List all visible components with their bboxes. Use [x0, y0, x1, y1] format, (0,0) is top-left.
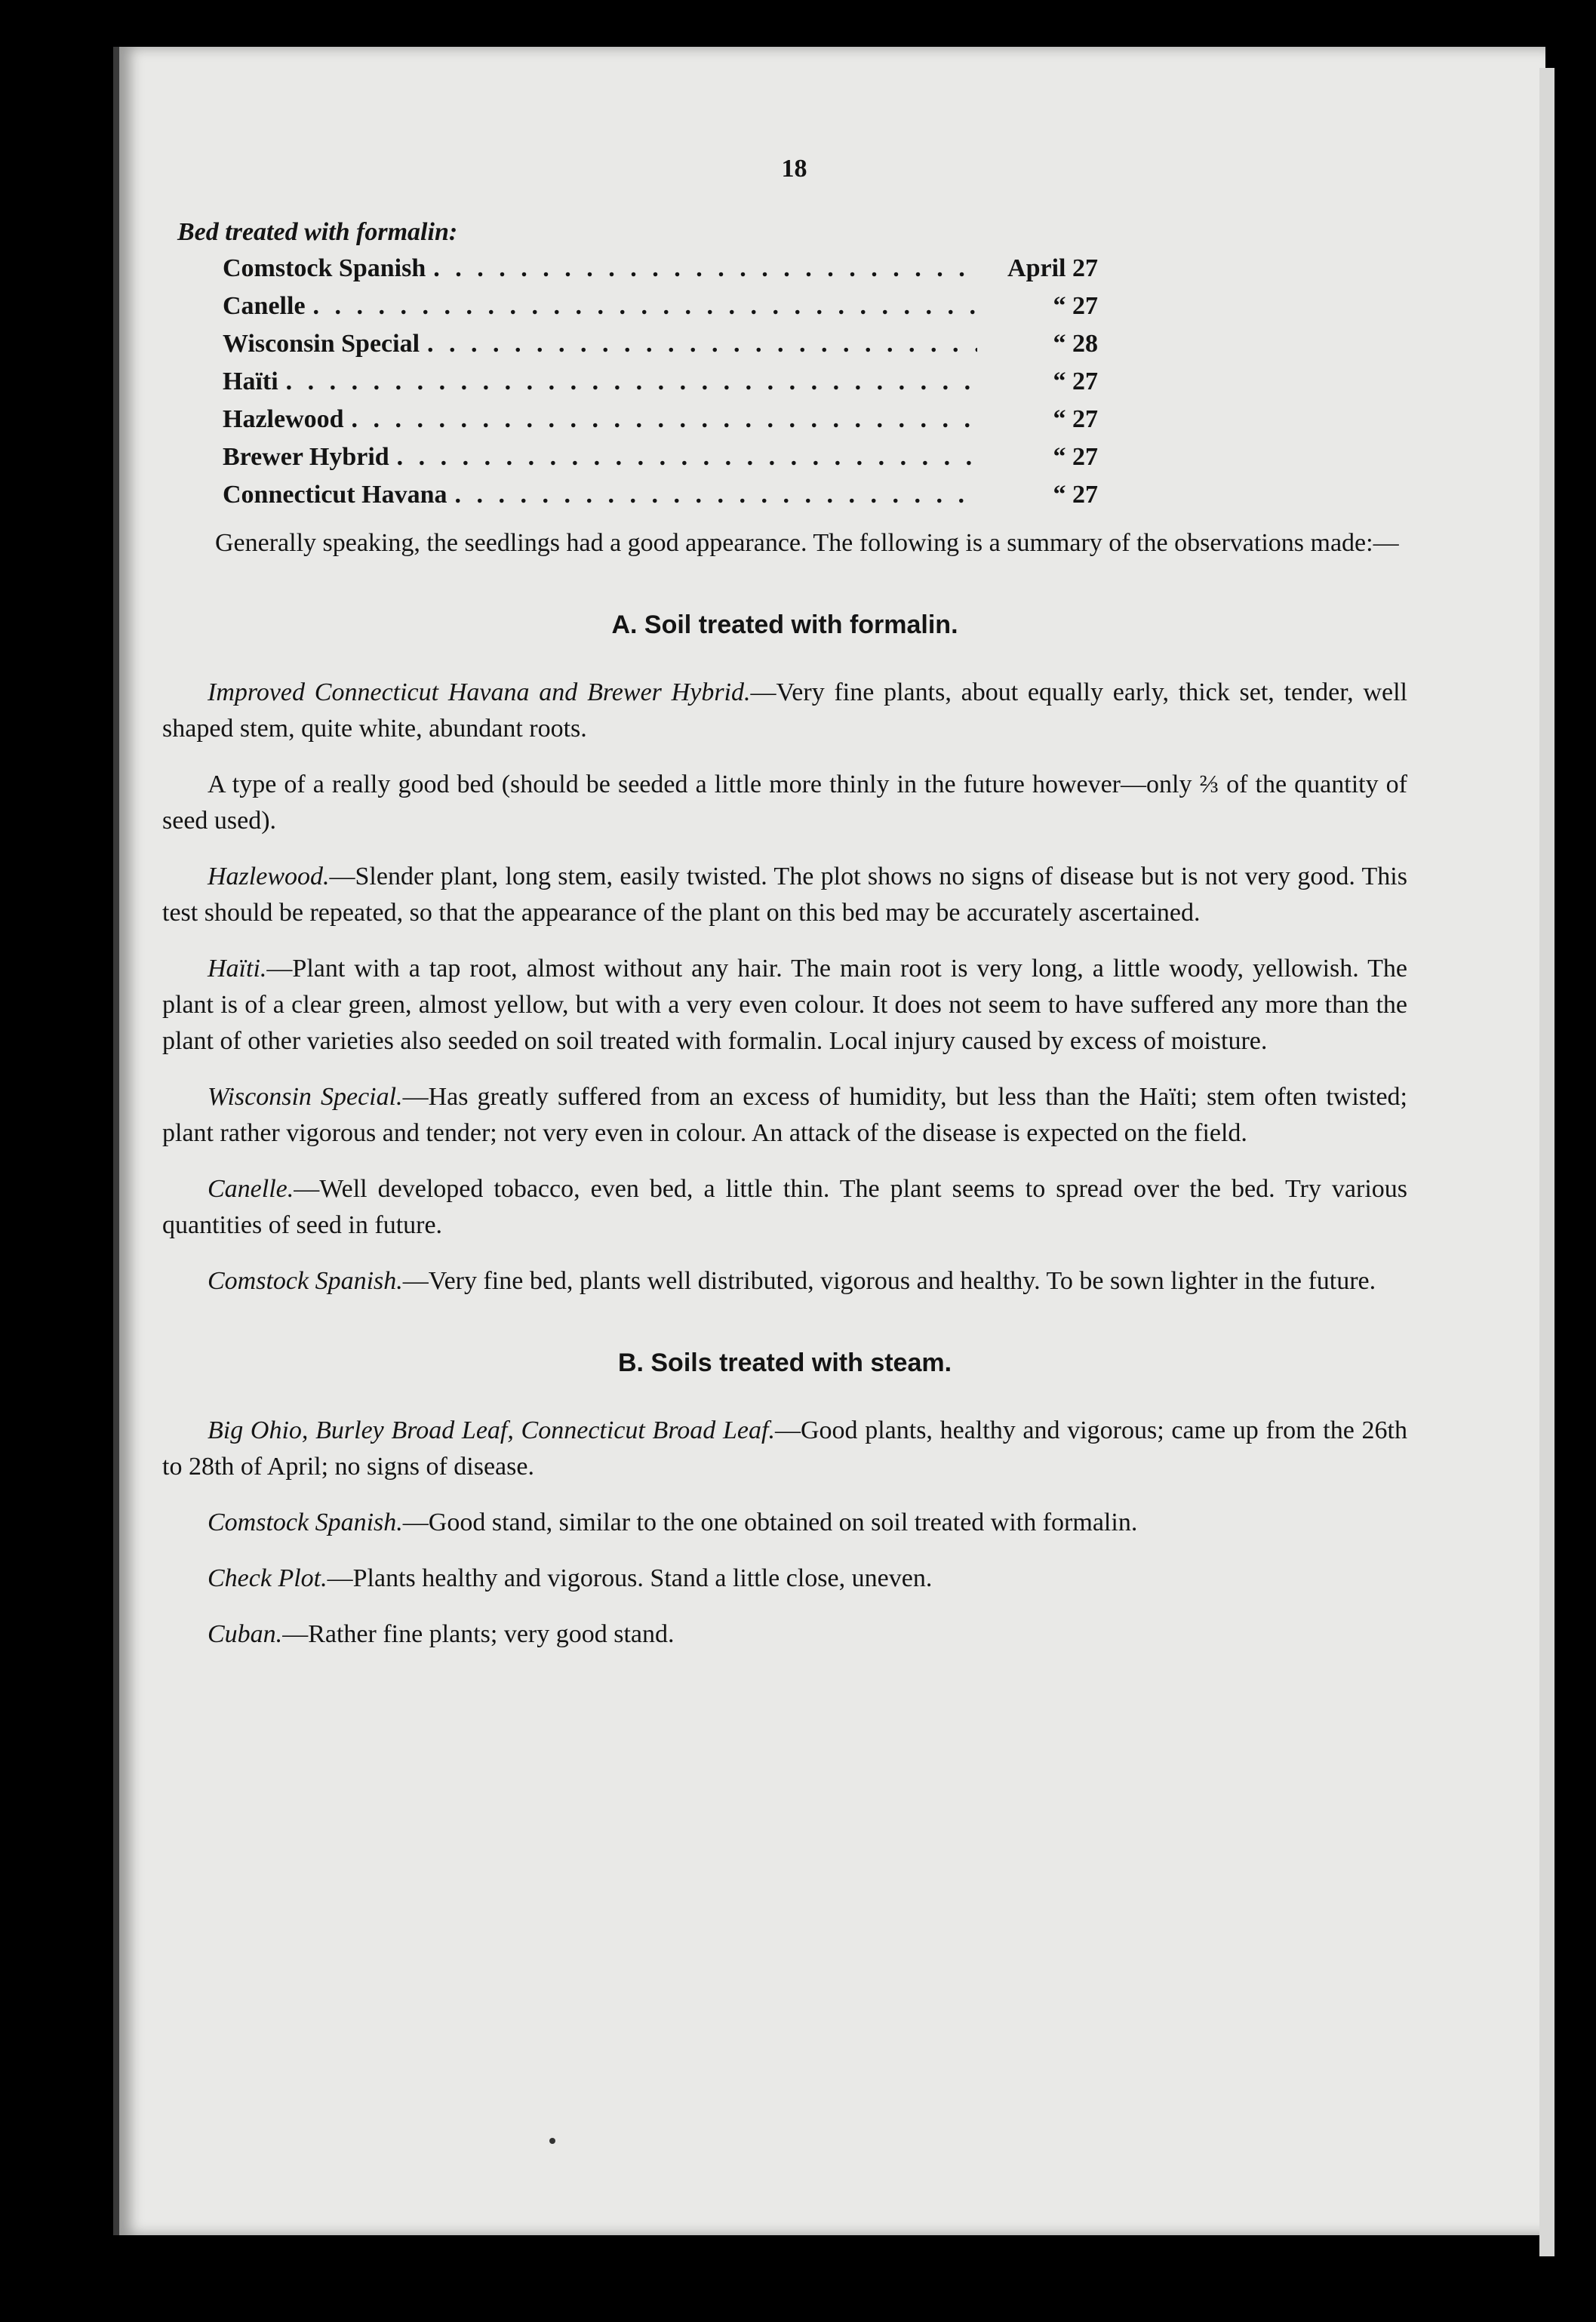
- dot-leader: [433, 251, 977, 287]
- observation-paragraph: [162, 1561, 1407, 1597]
- seeding-date: “ 27: [1053, 405, 1098, 433]
- variety-label: Hazlewood.: [208, 863, 330, 890]
- variety-label: Comstock Spanish.: [208, 1267, 403, 1295]
- variety-label: Check Plot.: [208, 1564, 328, 1592]
- observation-text: —Plant with a tap root, almost without any hair. The main root is very long, a little woody, yellowish. The plant is of a clear green, almost yellow, but with a very even colour. It does not seem to have suffered any more than the plant of other varieties also seeded on soil treated with formalin. Local injury caused by excess of moisture.: [162, 955, 1407, 1055]
- dot-leader: [455, 477, 978, 513]
- observation-text: —Good plants, healthy and vigorous; came up from the 26th to 28th of April; no signs of disease.: [162, 1416, 1407, 1481]
- variety-name: Comstock Spanish: [223, 254, 426, 282]
- variety-name: Connecticut Havana: [223, 481, 447, 509]
- dot-leader: [286, 364, 977, 400]
- observation-text: —Slender plant, long stem, easily twisted. The plot shows no signs of disease but is not very good. This test should be repeated, so that the appearance of the plant on this bed may be accurately ascertained.: [162, 863, 1407, 927]
- observation-paragraph: [162, 951, 1407, 1060]
- page-content: [162, 151, 1407, 1672]
- observation-paragraph: [162, 1079, 1407, 1152]
- seeding-row: [223, 326, 1098, 364]
- observation-paragraph: [162, 1171, 1407, 1244]
- variety-name: Brewer Hybrid: [223, 443, 389, 471]
- section-b-title: B. Soils treated with steam.: [617, 1349, 952, 1377]
- observation-text: —Rather fine plants; very good stand.: [282, 1620, 675, 1648]
- observation-text: —Good stand, similar to the one obtained on soil treated with formalin.: [402, 1509, 1138, 1536]
- observation-text: A type of a really good bed (should be seeded a little more thinly in the future however—only ⅔ of the quantity of seed used).: [162, 770, 1407, 835]
- variety-label: Improved Connecticut Havana and Brewer Hybrid.: [208, 678, 751, 706]
- observation-paragraph: [162, 1413, 1407, 1485]
- variety-label: Big Ohio, Burley Broad Leaf, Connecticut Broad Leaf.: [208, 1416, 775, 1444]
- seeding-row: [223, 364, 1098, 401]
- observation-text: —Well developed tobacco, even bed, a little thin. The plant seems to spread over the bed. Try various quantities of seed in future.: [162, 1175, 1407, 1239]
- variety-label: Canelle.: [208, 1175, 294, 1203]
- seeding-date: April 27: [1007, 254, 1098, 282]
- intro-paragraph: Generally speaking, the seedlings had a good appearance. The following is a summary of the observations made:—: [215, 529, 1399, 557]
- seeding-date: “ 27: [1053, 481, 1098, 509]
- section-a-title: A. Soil treated with formalin.: [611, 610, 958, 639]
- stray-mark: [549, 2138, 555, 2144]
- observation-text: —Has greatly suffered from an excess of humidity, but less than the Haïti; stem often twisted; plant rather vigorous and tender; not very even in colour. An attack of the disease is expected on the field.: [162, 1083, 1407, 1147]
- page-number: 18: [781, 155, 807, 183]
- variety-label: Cuban.: [208, 1620, 283, 1648]
- variety-name: Wisconsin Special: [223, 330, 420, 358]
- variety-name: Hazlewood: [223, 405, 344, 433]
- seeding-row: [223, 288, 1098, 326]
- observation-paragraph: [162, 1263, 1407, 1299]
- observation-paragraph: [162, 675, 1407, 747]
- variety-label: Wisconsin Special.: [208, 1083, 403, 1111]
- seeding-date: “ 27: [1053, 292, 1098, 320]
- dot-leader: [397, 439, 977, 475]
- variety-name: Haïti: [223, 368, 278, 395]
- seeding-row: [223, 477, 1098, 515]
- observation-paragraph: [162, 1616, 1407, 1653]
- seeding-row: [223, 401, 1098, 439]
- observation-paragraph: [162, 767, 1407, 839]
- observation-paragraph: [162, 859, 1407, 931]
- seeding-date: “ 28: [1053, 330, 1098, 358]
- variety-label: Comstock Spanish.: [208, 1509, 403, 1536]
- observation-text: —Very fine bed, plants well distributed, vigorous and healthy. To be sown lighter in the future.: [402, 1267, 1376, 1295]
- dot-leader: [427, 326, 977, 362]
- observation-text: —Plants healthy and vigorous. Stand a little close, uneven.: [327, 1564, 933, 1592]
- seeding-row: [223, 251, 1098, 288]
- page-edge: [1539, 68, 1554, 2256]
- seeding-row: [223, 439, 1098, 477]
- observation-paragraph: [162, 1505, 1407, 1541]
- variety-label: Haïti.: [208, 955, 267, 983]
- dot-leader: [352, 401, 977, 438]
- bed-heading: Bed treated with formalin:: [177, 218, 458, 246]
- seeding-date: “ 27: [1053, 443, 1098, 471]
- observation-text: —Very fine plants, about equally early, thick set, tender, well shaped stem, quite white, abundant roots.: [162, 678, 1407, 743]
- dot-leader: [313, 288, 977, 324]
- seeding-date: “ 27: [1053, 368, 1098, 395]
- seeding-table: [223, 251, 1098, 515]
- variety-name: Canelle: [223, 292, 306, 320]
